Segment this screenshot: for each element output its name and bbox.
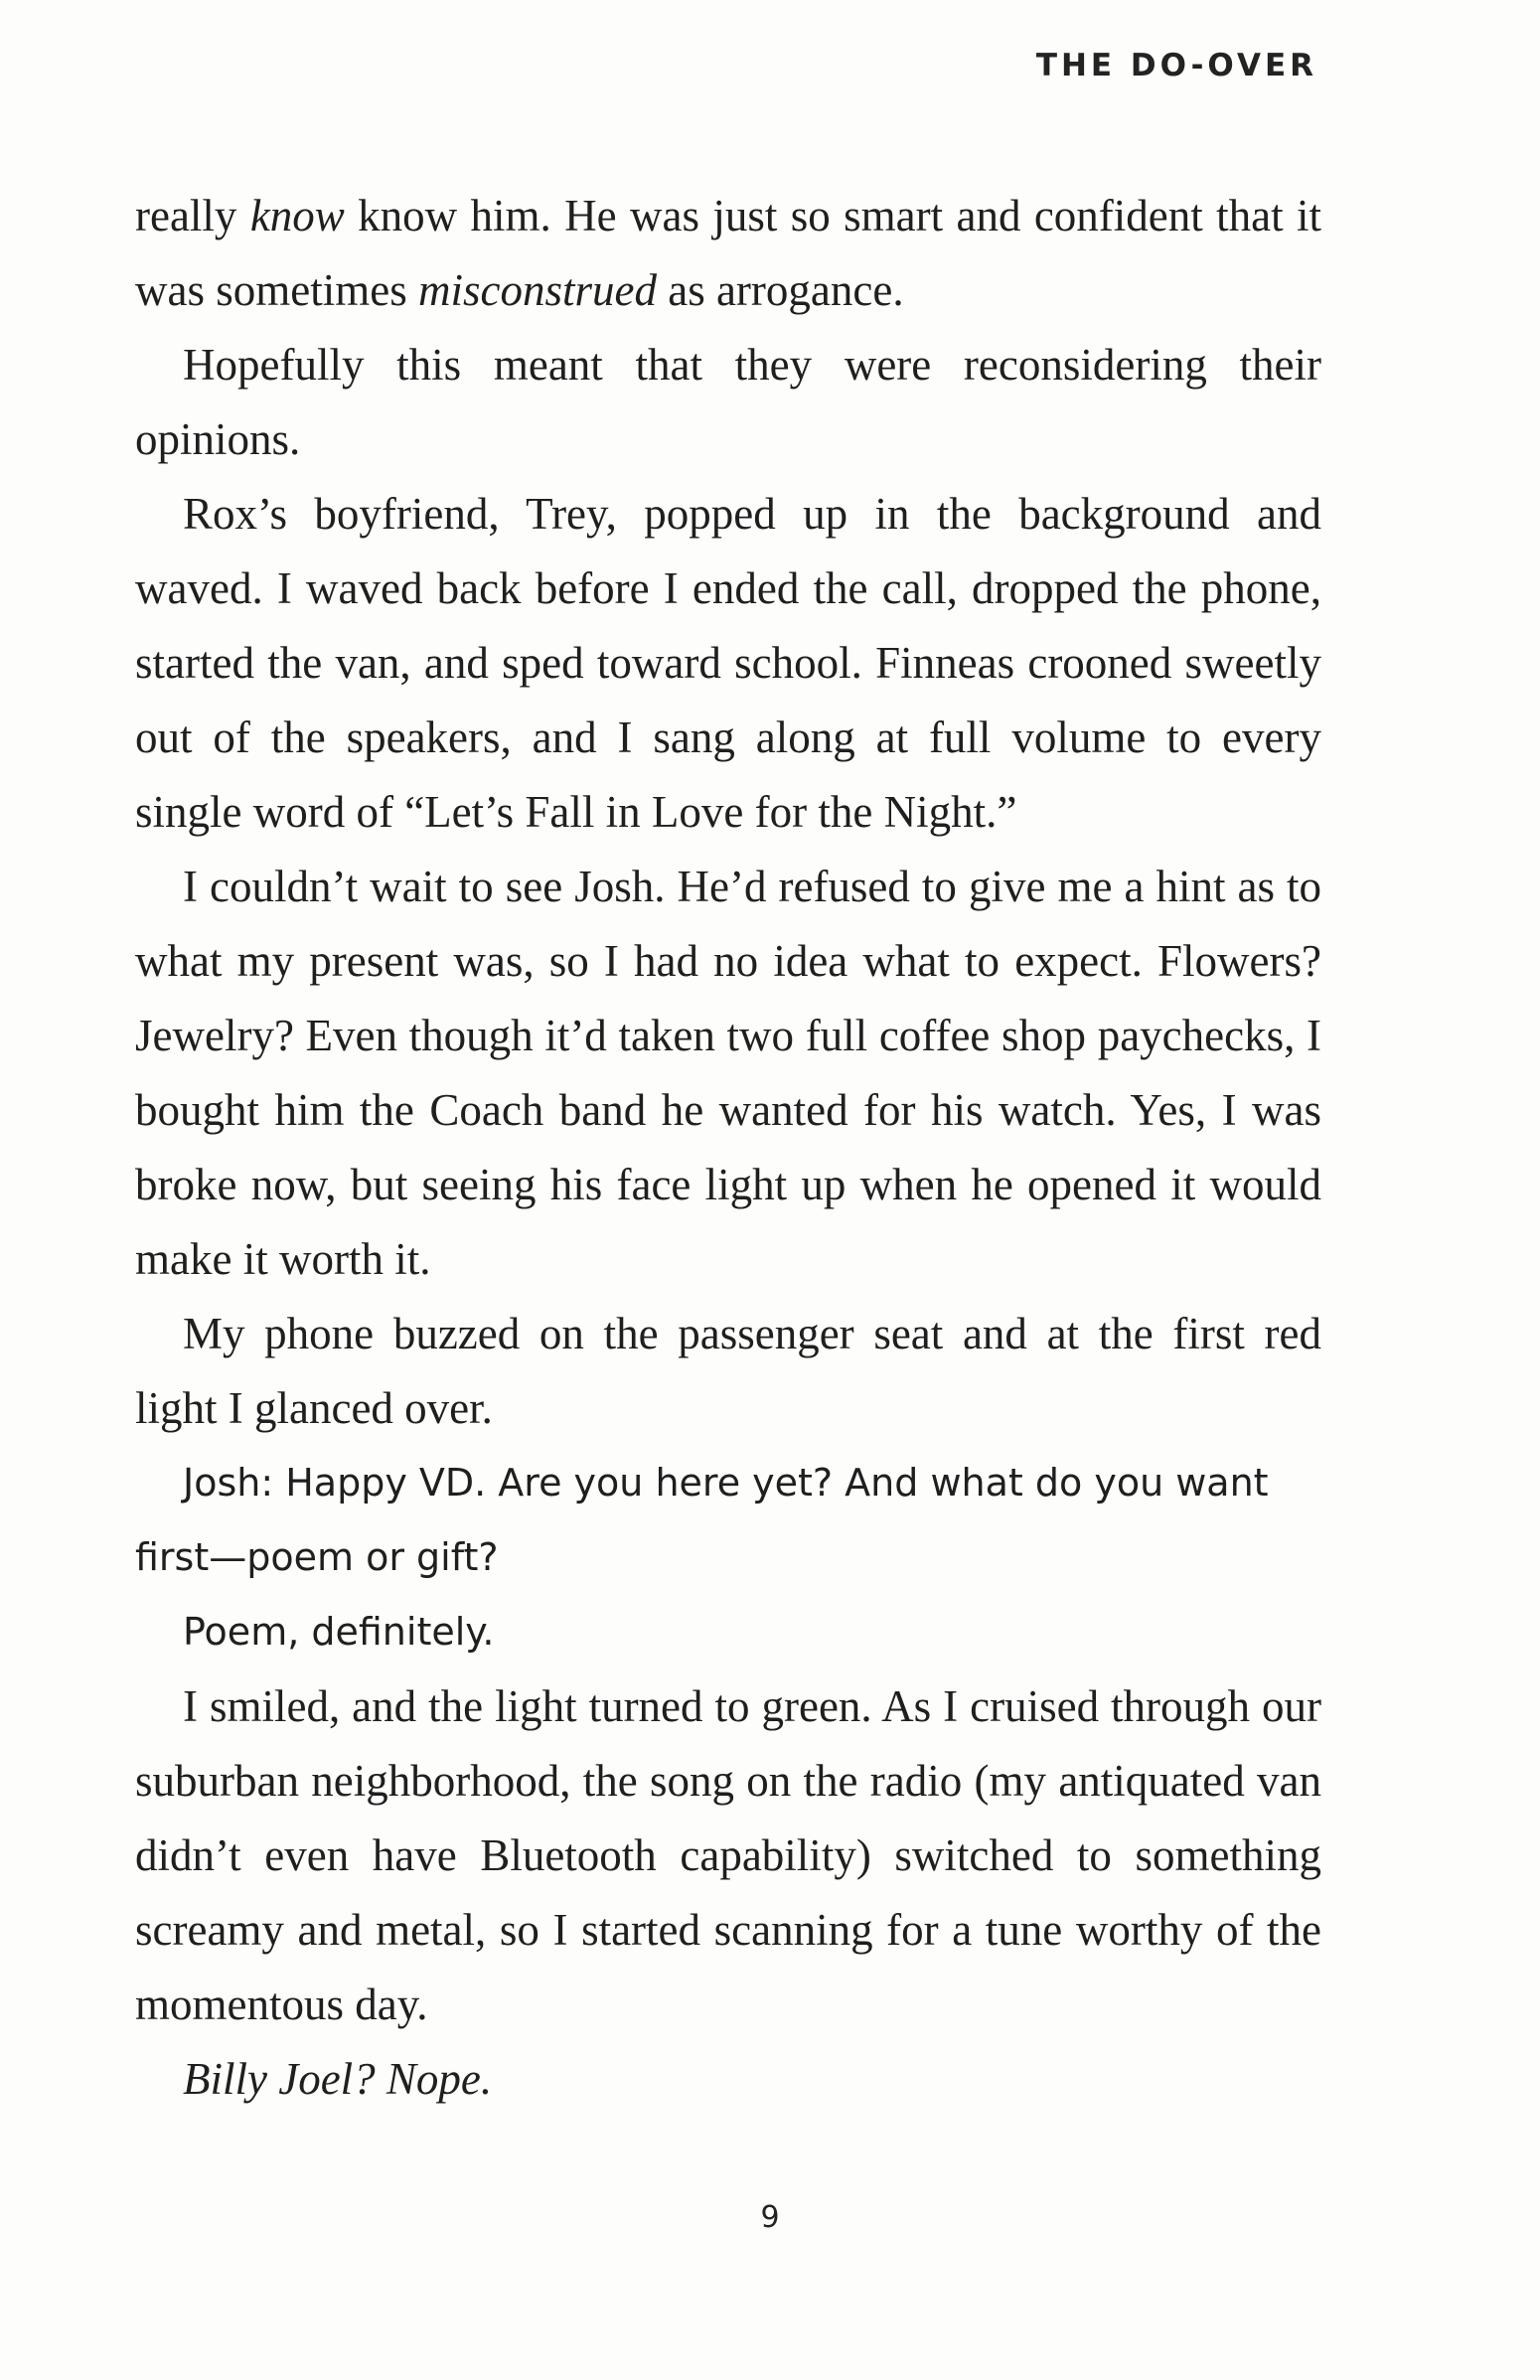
paragraph-5: My phone buzzed on the passenger seat and at the first red light I glanced over. xyxy=(135,1309,1321,1433)
emphasis-misconstrued: misconstrued xyxy=(417,265,657,315)
paragraph-3: Rox’s boyfriend, Trey, popped up in the background and waved. I waved back before I ended the call, dropped the phone, started the van, and sped toward school. Finneas crooned sweetly out of the speakers, and I sang along at full volume to every single word of “Let’s Fall in Love for the Night.” xyxy=(135,489,1321,837)
paragraph-7 xyxy=(135,2042,1321,2117)
text-message-reply: Poem, definitely. xyxy=(183,1610,495,1654)
paragraph-6: I smiled, and the light turned to green. As I cruised through our suburban neighborhood, the song on the radio (my antiquated van didn’t even have Bluetooth capability) switched to something screamy and metal, so I started scanning for a tune worthy of the momentous day. xyxy=(135,1681,1321,2029)
text-message-josh: Josh: Happy VD. Are you here yet? And what do you want first—poem or gift? xyxy=(135,1461,1269,1579)
paragraph-2: Hopefully this meant that they were reconsidering their opinions. xyxy=(135,340,1321,464)
running-head: THE DO-OVER xyxy=(1035,48,1317,83)
paragraph-1-part-3: as arrogance. xyxy=(656,265,904,315)
paragraph-4: I couldn’t wait to see Josh. He’d refused to give me a hint as to what my present was, so I had no idea what to expect. Flowers? Jewelry? Even though it’d taken two full coffee shop paychecks, I bought him the Coach band he wanted for his watch. Yes, I was broke now, but seeing his face light up when he opened it would make it worth it. xyxy=(135,862,1321,1284)
body-text xyxy=(135,179,1321,2117)
page-number: 9 xyxy=(760,2200,780,2235)
paragraph-1-part-1: really xyxy=(135,191,250,240)
paragraph-1-part-2: know him. He was just so smart and confident that it was sometimes xyxy=(135,191,1321,315)
paragraph-1 xyxy=(135,179,1321,328)
emphasis-know: know xyxy=(249,191,345,240)
paragraph-7-italic: Billy Joel? Nope. xyxy=(183,2054,493,2104)
